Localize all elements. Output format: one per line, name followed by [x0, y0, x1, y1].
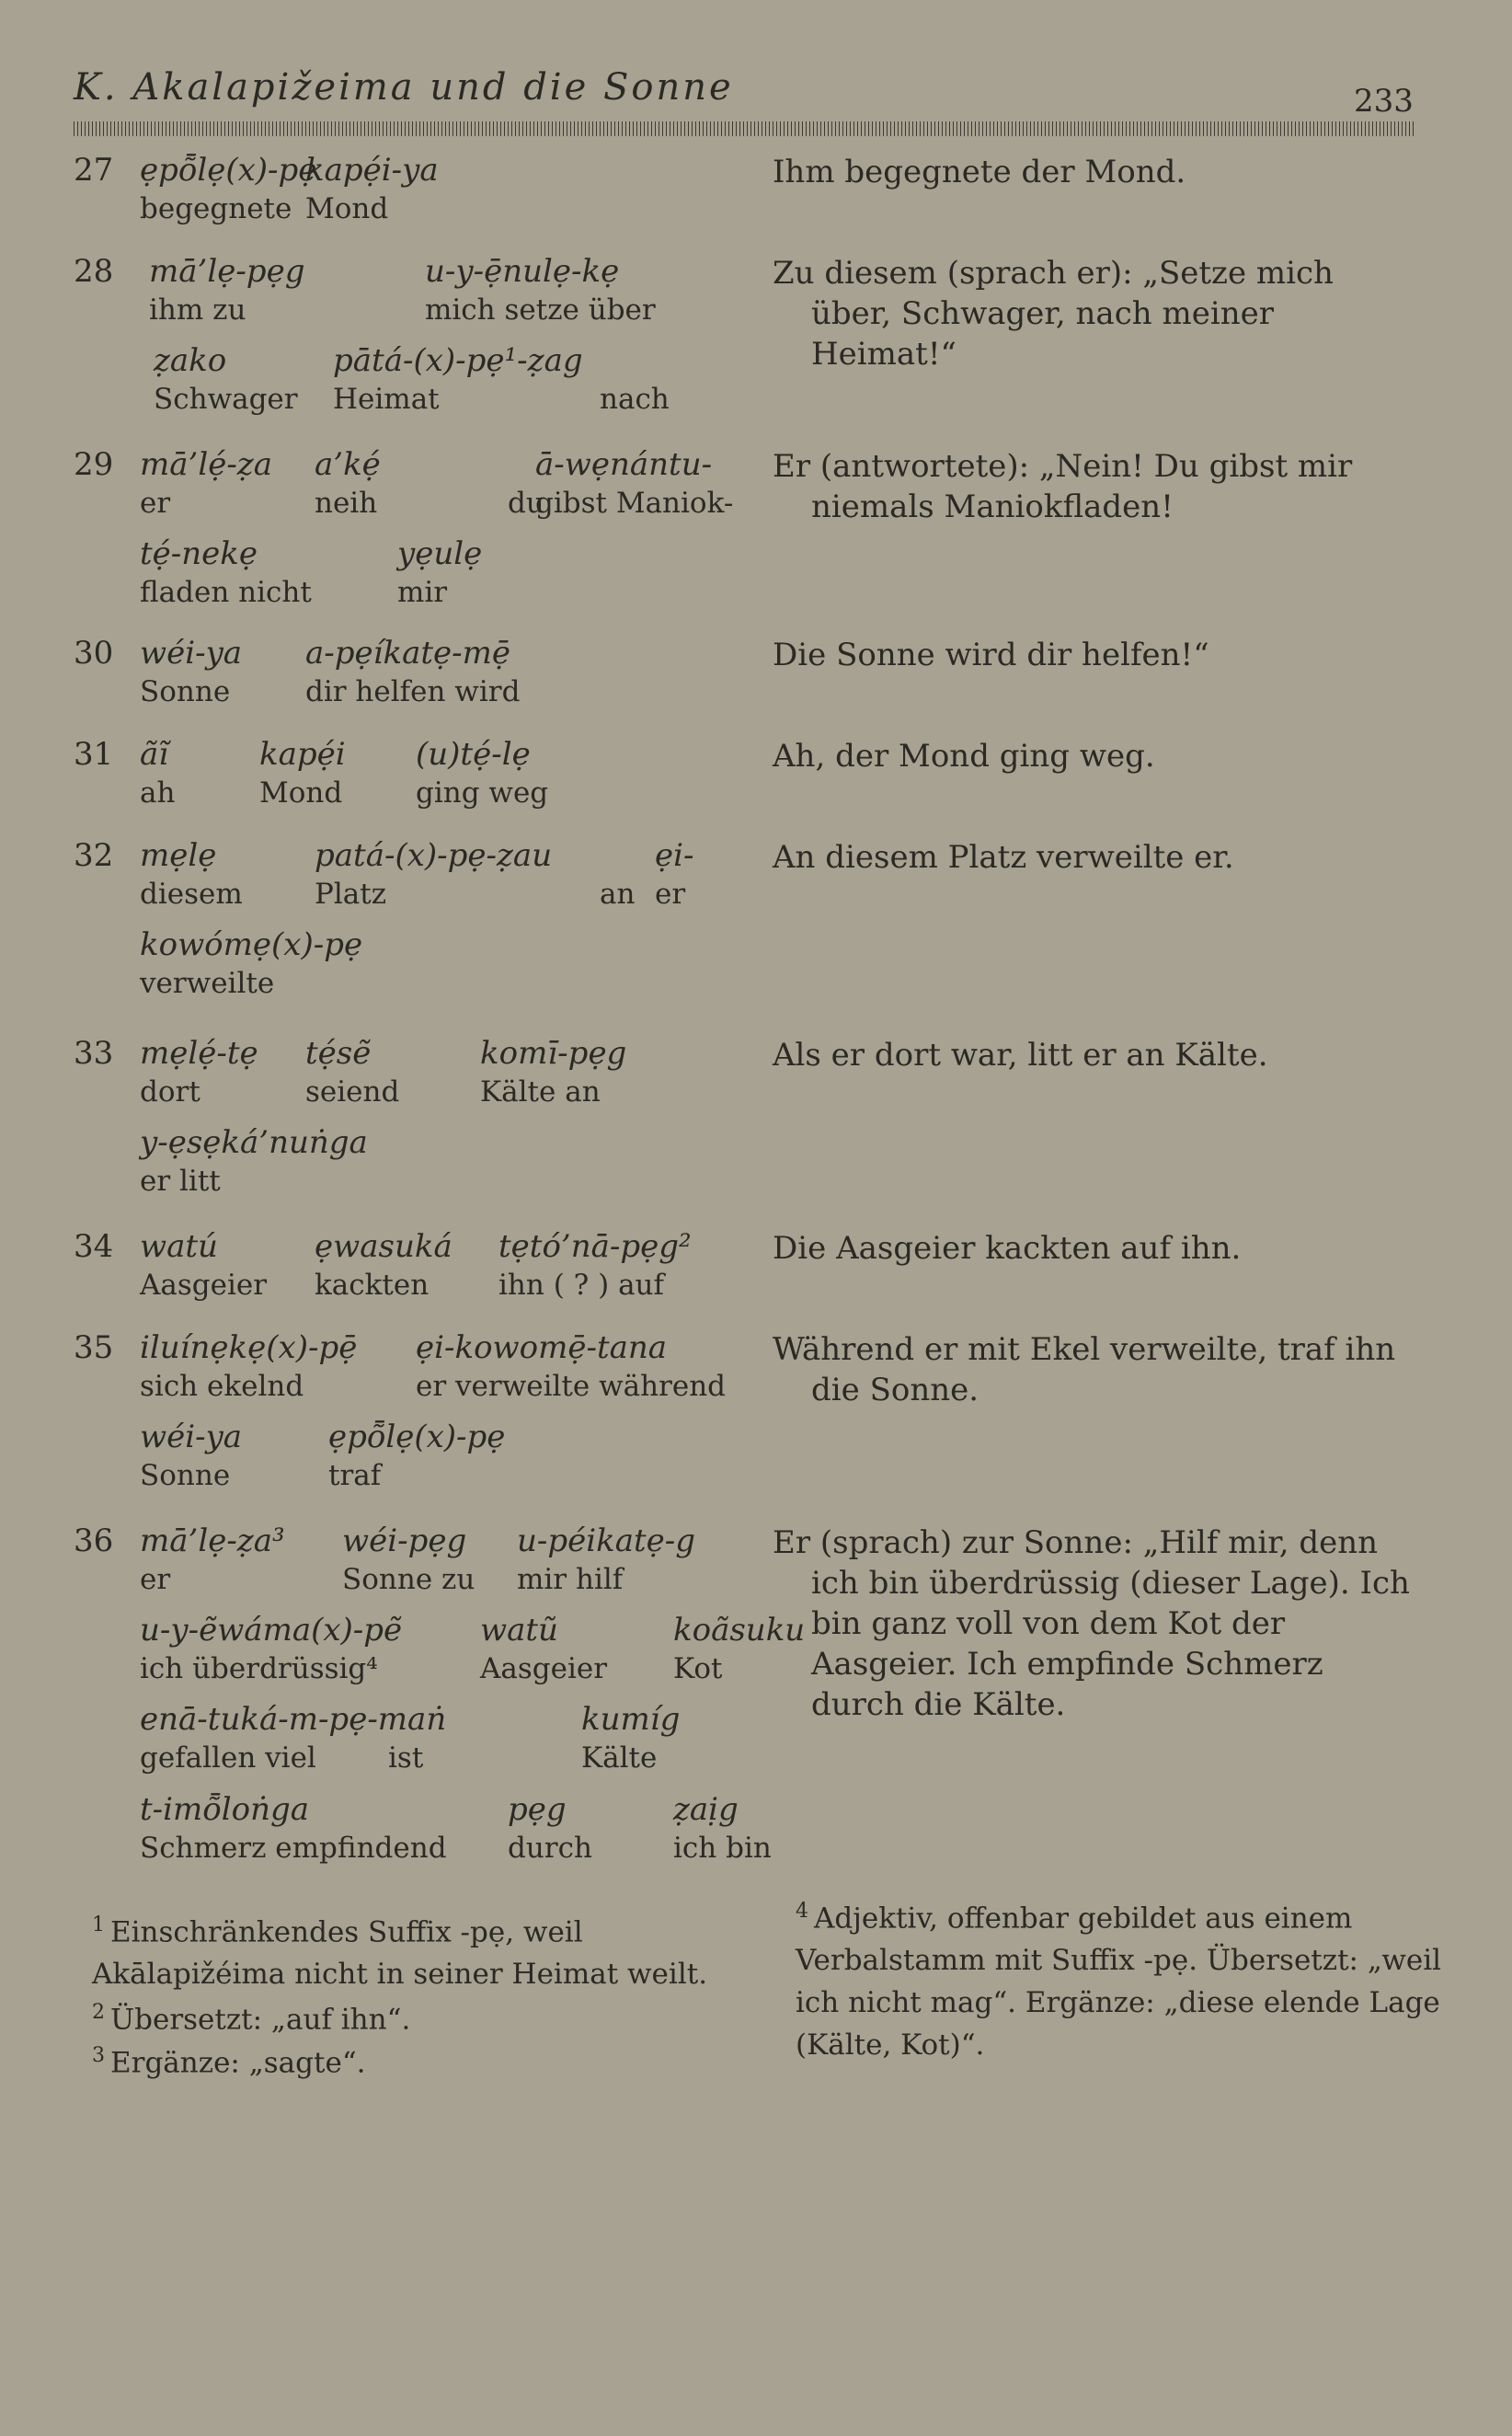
native-word: iluínẹkẹ(x)-pẹ̄	[140, 1329, 358, 1366]
native-word: ẹi-kowomẹ̄-tana	[416, 1329, 668, 1366]
gloss-line	[140, 736, 820, 826]
native-word: watũ	[480, 1612, 558, 1649]
entry-number: 32	[74, 837, 114, 874]
entry-number: 33	[74, 1035, 114, 1072]
german-gloss: nach	[600, 383, 670, 416]
native-word: kapẹ́i-ya	[305, 152, 439, 189]
german-translation: Ah, der Mond ging weg.	[773, 738, 1155, 775]
native-word: mā’lẹ-ẓa³	[140, 1522, 285, 1559]
entry-number: 28	[74, 253, 114, 290]
word-pair	[140, 926, 362, 1000]
word-pair	[425, 253, 656, 327]
word-pair	[328, 1419, 505, 1492]
gloss-line	[140, 535, 820, 626]
german-translation: An diesem Platz verweilte er.	[773, 839, 1234, 876]
native-word: u-péikatẹ-g	[517, 1522, 696, 1559]
german-gloss: ich überdrüssig⁴	[140, 1652, 378, 1685]
gloss-line	[140, 1329, 820, 1419]
german-gloss: Mond	[305, 192, 389, 225]
word-pair	[655, 837, 693, 911]
gloss-line	[140, 1612, 820, 1702]
german-gloss: Schmerz empfindend	[140, 1832, 447, 1865]
german-gloss: er	[140, 487, 171, 520]
native-word: ẹpȭlẹ(x)-pẹ	[328, 1419, 506, 1455]
word-pair	[673, 1791, 772, 1865]
gloss-line	[140, 446, 820, 536]
gloss-line	[140, 253, 820, 343]
word-pair	[333, 342, 583, 416]
word-pair	[517, 1522, 695, 1596]
word-pair	[480, 1612, 607, 1685]
word-pair	[581, 1701, 680, 1775]
gloss-line	[140, 1701, 820, 1791]
native-word: mā’lẹ-pẹg	[149, 253, 305, 290]
german-gloss: gefallen viel	[140, 1741, 316, 1775]
native-word: kapẹ́i	[259, 736, 346, 773]
german-gloss: durch	[508, 1832, 592, 1865]
entry-number: 36	[74, 1522, 114, 1559]
word-pair	[305, 152, 439, 225]
native-word: pẹg	[508, 1791, 567, 1828]
native-word: pātá-(x)-pẹ¹-ẓag	[333, 342, 583, 379]
native-word: mẹlẹ́-tẹ	[140, 1035, 258, 1072]
german-gloss: du	[508, 487, 544, 520]
german-gloss: dir helfen wird	[305, 675, 521, 708]
word-pair	[140, 152, 316, 225]
word-pair	[388, 1701, 423, 1775]
german-gloss: begegnete	[140, 192, 292, 225]
word-pair	[305, 1035, 399, 1109]
native-word: yẹulẹ	[397, 535, 483, 572]
native-word: ẹi-	[655, 837, 694, 874]
german-gloss: Mond	[259, 776, 343, 810]
native-word: ẓako	[154, 342, 227, 379]
footnote-mark: 4	[796, 1900, 808, 1923]
german-translation: Er (antwortete): „Nein! Du gibst mir niemals Maniokfladen!	[773, 448, 1353, 525]
german-gloss: mich setze über	[425, 293, 656, 327]
native-word	[388, 1701, 423, 1738]
german-gloss: Kälte	[581, 1741, 658, 1775]
native-word: komī-pẹg	[480, 1035, 627, 1072]
native-word	[600, 837, 635, 874]
native-word: kumíg	[581, 1701, 681, 1738]
word-pair	[480, 1035, 626, 1109]
word-pair	[140, 736, 175, 810]
gloss-line	[140, 152, 820, 242]
german-gloss: seiend	[305, 1075, 400, 1109]
native-word: mẹlẹ	[140, 837, 217, 874]
native-word: u-y-ẹ̄nulẹ-kẹ	[425, 253, 620, 290]
footnote-mark: 2	[92, 2001, 105, 2024]
word-pair	[140, 1522, 285, 1596]
german-gloss: Heimat	[333, 383, 440, 416]
german-gloss: Sonne	[140, 675, 231, 708]
german-gloss: sich ekelnd	[140, 1370, 304, 1403]
native-word: u-y-ẽwáma(x)-pẽ	[140, 1612, 403, 1649]
german-gloss: ihn ( ? ) auf	[498, 1269, 664, 1302]
native-word: tẹtó’nā-pẹg²	[498, 1228, 692, 1265]
german-gloss: mir hilf	[517, 1563, 624, 1596]
native-word: watú	[140, 1228, 218, 1265]
footnote-text: Übersetzt: „auf ihn“.	[110, 2003, 411, 2037]
footnote-mark: 1	[92, 1913, 105, 1936]
native-word: kowómẹ(x)-pẹ	[140, 926, 363, 963]
footnote-3	[92, 2035, 736, 2084]
native-word: wéi-pẹg	[342, 1522, 467, 1559]
german-gloss: ah	[140, 776, 176, 810]
gloss-line	[140, 1035, 820, 1125]
native-word: a’kẹ́	[315, 446, 381, 483]
word-pair	[140, 1791, 447, 1865]
native-word: tẹ́sẽ	[305, 1035, 372, 1072]
german-gloss: Platz	[315, 878, 387, 911]
native-word: ā-wẹnántu-	[535, 446, 713, 483]
word-pair	[305, 635, 520, 708]
word-pair	[140, 1124, 368, 1198]
gloss-line	[140, 342, 820, 432]
german-gloss: er verweilte während	[416, 1370, 727, 1403]
gloss-line	[140, 1228, 820, 1318]
gloss-line	[140, 837, 820, 927]
word-pair	[315, 446, 381, 520]
running-head: K. Akalapižeima und die Sonne	[74, 66, 734, 109]
native-word: mā’lẹ́-ẓa	[140, 446, 272, 483]
german-gloss: ihm zu	[149, 293, 246, 327]
word-pair	[600, 837, 635, 911]
footnote-text: Einschränkendes Suffix -pẹ, weil Akālapižéima nicht in seiner Heimat weilt.	[92, 1915, 708, 1992]
word-pair	[140, 1035, 258, 1109]
gloss-line	[140, 926, 820, 1017]
word-pair	[416, 1329, 726, 1403]
word-pair	[140, 1228, 267, 1302]
german-gloss: Sonne zu	[342, 1563, 475, 1596]
german-translation: Zu diesem (sprach er): „Setze mich über, Schwager, nach meiner Heimat!“	[773, 255, 1334, 373]
native-word: t-imȭloṅga	[140, 1791, 310, 1828]
german-gloss: Aasgeier	[480, 1652, 608, 1685]
german-gloss: er	[140, 1563, 171, 1596]
native-word: tẹ́-nekẹ	[140, 535, 258, 572]
word-pair	[149, 253, 304, 327]
word-pair	[140, 837, 243, 911]
gloss-line	[140, 1791, 820, 1881]
entry-number: 34	[74, 1228, 114, 1265]
german-gloss: kackten	[315, 1269, 430, 1302]
word-pair	[140, 635, 242, 708]
native-word: wéi-ya	[140, 1419, 243, 1455]
word-pair	[416, 736, 548, 810]
german-translation: Ihm begegnete der Mond.	[773, 154, 1186, 190]
german-gloss: Kot	[673, 1652, 723, 1685]
german-translation: Die Sonne wird dir helfen!“	[773, 637, 1209, 673]
entry-number: 35	[74, 1329, 114, 1366]
german-gloss: Schwager	[154, 383, 298, 416]
word-pair	[342, 1522, 475, 1596]
german-gloss: er litt	[140, 1165, 221, 1198]
german-gloss: er	[655, 878, 686, 911]
native-word: ãĩ	[140, 736, 169, 773]
german-gloss: traf	[328, 1459, 382, 1492]
german-translation: Als er dort war, litt er an Kälte.	[773, 1037, 1268, 1074]
word-pair	[397, 535, 482, 609]
native-word: enā-tuká-m-pẹ-maṅ	[140, 1701, 447, 1738]
footnote-2	[92, 1992, 736, 2040]
native-word: wéi-ya	[140, 635, 243, 672]
german-gloss: fladen nicht	[140, 576, 312, 609]
native-word: koãsuku	[673, 1612, 806, 1649]
word-pair	[140, 1612, 402, 1685]
entry-number: 30	[74, 635, 114, 672]
footnote-text: Ergänze: „sagte“.	[110, 2046, 366, 2080]
entry-number: 29	[74, 446, 114, 483]
gloss-line	[140, 1522, 820, 1613]
native-word: patá-(x)-pẹ-ẓau	[315, 837, 553, 874]
word-pair	[154, 342, 298, 416]
page-number: 233	[1354, 83, 1414, 120]
german-gloss: ich bin	[673, 1832, 772, 1865]
german-translation: Die Aasgeier kackten auf ihn.	[773, 1230, 1242, 1267]
word-pair	[600, 342, 670, 416]
german-gloss: Kälte an	[480, 1075, 601, 1109]
word-pair	[508, 1791, 592, 1865]
footnote-4	[796, 1890, 1444, 2066]
gloss-line	[140, 1124, 820, 1214]
footnote-1	[92, 1904, 736, 1995]
word-pair	[140, 1419, 242, 1492]
german-gloss: Aasgeier	[140, 1269, 268, 1302]
german-gloss: gibst Maniok-	[535, 487, 734, 520]
german-gloss: diesem	[140, 878, 243, 911]
entry-number: 27	[74, 152, 114, 189]
word-pair	[140, 535, 312, 609]
word-pair	[315, 837, 552, 911]
native-word: y-ẹsẹká’nuṅga	[140, 1124, 368, 1161]
footnote-text: Adjektiv, offenbar gebildet aus einem Verbalstamm mit Suffix -pẹ. Übersetzt: „weil ich nicht mag“. Ergänze: „diese elende Lage (Kälte, Kot)“.	[796, 1902, 1442, 2063]
header-rule	[74, 121, 1416, 136]
native-word: ẓaịg	[673, 1791, 739, 1828]
word-pair	[498, 1228, 692, 1302]
word-pair	[315, 1228, 452, 1302]
german-gloss: Sonne	[140, 1459, 231, 1492]
german-gloss: dort	[140, 1075, 200, 1109]
native-word	[600, 342, 670, 379]
german-gloss: ging weg	[416, 776, 549, 810]
word-pair	[259, 736, 346, 810]
word-pair	[140, 1329, 357, 1403]
german-gloss: ist	[388, 1741, 424, 1775]
native-word: a-pẹíkatẹ-mẹ̄	[305, 635, 511, 672]
native-word: ẹpȭlẹ(x)-pẹ	[140, 152, 317, 189]
german-gloss: mir	[397, 576, 448, 609]
word-pair	[140, 446, 272, 520]
gloss-line	[140, 635, 820, 725]
native-word: ẹwasuká	[315, 1228, 452, 1265]
german-translation: Während er mit Ekel verweilte, traf ihn die Sonne.	[773, 1331, 1396, 1408]
native-word: (u)tẹ́-lẹ	[416, 736, 531, 773]
german-gloss: neih	[315, 487, 378, 520]
german-gloss: verweilte	[140, 967, 275, 1000]
word-pair	[535, 446, 733, 520]
footnote-mark: 3	[92, 2044, 105, 2067]
german-translation: Er (sprach) zur Sonne: „Hilf mir, denn ich bin überdrüssig (dieser Lage). Ich bin ganz voll von dem Kot der Aasgeier. Ich empfinde Schmerz durch die Kälte.	[773, 1524, 1410, 1723]
german-gloss: an	[600, 878, 636, 911]
gloss-line	[140, 1419, 820, 1509]
entry-number: 31	[74, 736, 114, 773]
